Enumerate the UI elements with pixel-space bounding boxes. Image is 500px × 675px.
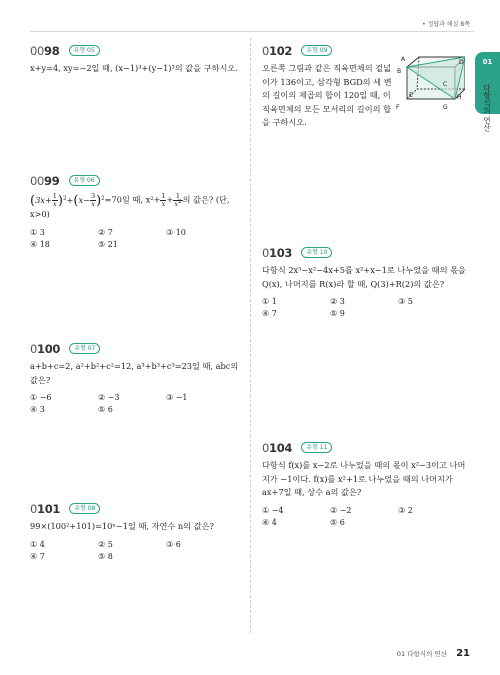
choice-4[interactable]: ④ 18: [30, 239, 50, 249]
problem-0099: [30, 170, 245, 251]
problem-number: 0099: [30, 173, 60, 188]
choice-4[interactable]: ④ 7: [262, 309, 277, 318]
vertex-label-b: B: [397, 68, 402, 75]
problem-0104: [262, 437, 472, 529]
choice-3[interactable]: ③ 6: [166, 539, 181, 549]
answer-choices: [30, 392, 245, 416]
problem-text: 99×(100²+101)=10ⁿ−1일 때, 자연수 n의 값은?: [30, 521, 214, 531]
vertex-label-a: A: [401, 56, 406, 63]
problem-number: 0101: [30, 501, 61, 516]
vertex-label-e: E: [409, 92, 413, 99]
choice-2[interactable]: ② 7: [98, 227, 113, 237]
problem-text: a+b+c=2, a²+b²+c²=12, a³+b³+c³=23일 때, abc의 값은?: [30, 361, 239, 385]
page-number: 21: [456, 648, 470, 659]
problem-text: x+y=4, xy=−2일 때, (x−1)³+(y−1)³의 값을 구하시오.: [30, 63, 238, 73]
problem-text: (3x+ $\frac{1}{x}$ )$^2$+(x− $\frac{3}{x}$ )$^2$=70일 때, x²+ $\frac{1}{x}$ + $\frac{1}{x^2}$ 의 값은? (단, x>0): [30, 192, 230, 219]
answer-choices: [30, 539, 245, 563]
vertex-label-d: D: [459, 59, 464, 66]
problem-0101: [30, 498, 245, 563]
choice-5[interactable]: ⑤ 6: [98, 405, 113, 414]
type-badge: 유형 11: [301, 442, 332, 453]
vertex-label-c: C: [443, 81, 448, 88]
page-footer: [397, 643, 470, 662]
choice-4[interactable]: ④ 7: [30, 551, 45, 561]
column-divider: [250, 38, 252, 633]
choice-3[interactable]: ③ 10: [166, 227, 186, 237]
choice-4[interactable]: ④ 3: [30, 405, 45, 414]
choice-3[interactable]: ③ 5: [398, 297, 413, 306]
problem-0103: [262, 242, 472, 320]
type-badge: 유형 05: [69, 45, 100, 56]
problem-text-end: 의 값은? (단, x>0): [30, 194, 230, 219]
choice-3[interactable]: ③ −1: [166, 393, 188, 402]
choice-1[interactable]: ① −4: [262, 505, 284, 515]
answer-choices: [262, 296, 472, 320]
cuboid-figure: [393, 53, 465, 119]
choice-2[interactable]: ② −3: [98, 393, 120, 402]
choice-5[interactable]: ⑤ 21: [98, 239, 118, 249]
problem-0100: [30, 338, 245, 416]
answer-reference-note: • 정답과 해설 8쪽: [422, 21, 470, 28]
type-badge: 유형 09: [301, 45, 332, 56]
problem-text-mid: =70일 때, x²+: [104, 194, 161, 205]
problem-number: 0098: [30, 43, 60, 58]
choice-1[interactable]: ① 3: [30, 227, 45, 237]
problem-number: 0102: [262, 43, 293, 58]
type-badge: 유형 07: [69, 343, 100, 354]
footer-chapter-title: 01 다항식의 연산: [396, 650, 447, 658]
chapter-label-text: 다항식의 연산: [482, 84, 492, 132]
answer-choices: [30, 227, 245, 251]
problem-number: 0100: [30, 341, 61, 356]
answer-choices: [262, 505, 472, 529]
choice-2[interactable]: ② 5: [98, 539, 113, 549]
choice-1[interactable]: ① 4: [30, 539, 45, 549]
problem-text: 다항식 2x³−x²−4x+5를 x²+x−1로 나누었을 때의 몫을 Q(x), 나머지를 R(x)라 할 때, Q(3)+R(2)의 값은?: [262, 265, 466, 289]
chapter-side-label: [474, 62, 500, 142]
choice-4[interactable]: ④ 4: [262, 517, 277, 527]
choice-5[interactable]: ⑤ 9: [330, 309, 345, 318]
choice-5[interactable]: ⑤ 8: [98, 551, 113, 561]
problem-text: 오른쪽 그림과 같은 직육면체의 겉넓이가 136이고, 삼각형 BGD의 세 변의 길이의 제곱의 합이 120일 때, 이 직육면체의 모든 모서리의 길이의 합을 구하시오.: [262, 63, 392, 127]
choice-5[interactable]: ⑤ 6: [330, 517, 345, 527]
type-badge: 유형 06: [69, 175, 100, 186]
problem-0102: [262, 40, 394, 130]
chapter-number: 01: [482, 58, 493, 66]
choice-1[interactable]: ① 1: [262, 297, 277, 306]
type-badge: 유형 08: [69, 503, 100, 514]
choice-2[interactable]: ② −2: [330, 505, 352, 515]
choice-1[interactable]: ① −6: [30, 393, 52, 402]
vertex-label-f: F: [396, 104, 400, 111]
problem-0098: [30, 40, 245, 76]
type-badge: 유형 10: [301, 247, 332, 258]
header-rule: [30, 31, 475, 32]
choice-3[interactable]: ③ 2: [398, 505, 413, 515]
choice-2[interactable]: ② 3: [330, 297, 345, 306]
vertex-label-h: H: [457, 94, 462, 101]
problem-text: 다항식 f(x)를 x−2로 나누었을 때의 몫이 x²−3이고 나머지가 −1이다. f(x)를 x²+1로 나누었을 때의 나머지가 ax+7일 때, 상수 a의 값은?: [262, 460, 466, 497]
problem-number: 0104: [262, 440, 293, 455]
vertex-label-g: G: [443, 104, 448, 111]
math-expression: (3x+ $\frac{1}{x}$ )$^2$+(x− $\frac{3}{x}$ )$^2$: [30, 192, 105, 208]
problem-number: 0103: [262, 245, 293, 260]
